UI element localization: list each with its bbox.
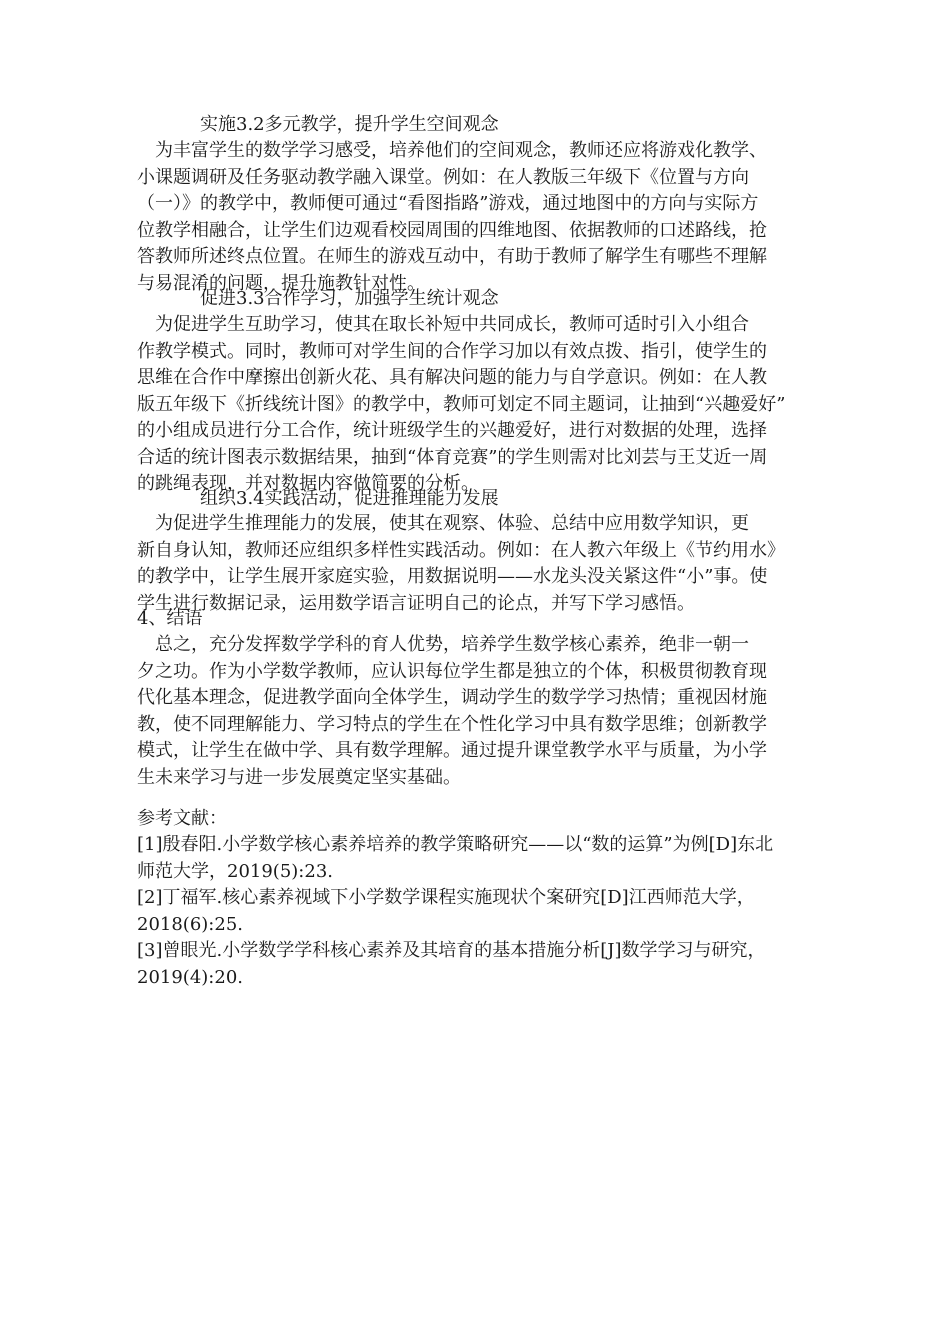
reference-line: 师范大学，2019(5):23. [137,860,333,882]
paragraph-line: 小课题调研及任务驱动教学融入课堂。例如：在人教版三年级下《位置与方向 [137,166,749,188]
reference-item-3 [137,938,827,991]
paragraph-line: 夕之功。作为小学数学教师，应认识每位学生都是独立的个体，积极贯彻教育现 [137,660,767,682]
reference-line: 2019(4):20. [137,966,243,988]
section-3-3-paragraph [137,312,827,498]
reference-line: 2018(6):25. [137,913,243,935]
paragraph-line: 版五年级下《折线统计图》的教学中，教师可划定不同主题词，让抽到“兴趣爱好” [137,393,786,415]
section-3-2-heading: 实施3.2多元教学，提升学生空间观念 [200,114,499,135]
section-3-3-heading: 促进3.3合作学习，加强学生统计观念 [200,288,499,309]
paragraph-line: 位教学相融合，让学生们边观看校园周围的四维地图、依据教师的口述路线，抢 [137,219,767,241]
paragraph-line: 作教学模式。同时，教师可对学生间的合作学习加以有效点拨、指引，使学生的 [137,340,767,362]
paragraph-line: 为丰富学生的数学学习感受，培养他们的空间观念，教师还应将游戏化教学、 [137,140,767,161]
reference-item-1 [137,832,827,885]
paragraph-line: 新自身认知，教师还应组织多样性实践活动。例如：在人教六年级上《节约用水》 [137,539,785,561]
paragraph-line: 答教师所述终点位置。在师生的游戏互动中，有助于教师了解学生有哪些不理解 [137,246,767,267]
reference-line: [3]曾眼光.小学数学学科核心素养及其培育的基本措施分析[J]数学学习与研究， [137,940,766,961]
section-4-paragraph [137,632,827,791]
paragraph-line: 合适的统计图表示数据结果，抽到“体育竞赛”的学生则需对比刘芸与王艾近一周 [137,446,768,468]
paragraph-line: 为促进学生互助学习，使其在取长补短中共同成长，教师可适时引入小组合 [137,314,749,335]
paragraph-line: 总之，充分发挥数学学科的育人优势，培养学生数学核心素养，绝非一朝一 [137,634,749,655]
paragraph-line: 学生进行数据记录，运用数学语言证明自己的论点，并写下学习感悟。 [137,592,695,614]
reference-line: [2]丁福军.核心素养视域下小学数学课程实施现状个案研究[D]江西师范大学， [137,887,755,908]
paragraph-line: 为促进学生推理能力的发展，使其在观察、体验、总结中应用数学知识，更 [137,513,749,534]
paragraph-line: 的小组成员进行分工合作，统计班级学生的兴趣爱好，进行对数据的处理，选择 [137,420,767,441]
paragraph-line: 教，使不同理解能力、学习特点的学生在个性化学习中具有数学思维；创新教学 [137,713,767,735]
reference-line: [1]殷春阳.小学数学核心素养培养的教学策略研究——以“数的运算”为例[D]东北 [137,834,774,855]
section-3-2-paragraph [137,138,827,297]
paragraph-line: 的教学中，让学生展开家庭实验，用数据说明——水龙头没关紧这件“小”事。使 [137,566,768,587]
paragraph-line: 生未来学习与进一步发展奠定坚实基础。 [137,766,461,788]
paragraph-line: 与易混淆的问题，提升施教针对性。 [137,272,425,294]
section-4-heading: 4、结语 [137,608,203,629]
paragraph-line: 的跳绳表现，并对数据内容做简要的分析。 [137,473,479,494]
section-3-4-paragraph [137,511,827,617]
paragraph-line: 思维在合作中摩擦出创新火花、具有解决问题的能力与自学意识。例如：在人教 [137,367,767,388]
reference-item-2 [137,885,827,938]
section-3-4-heading: 组织3.4实践活动，促进推理能力发展 [200,488,499,509]
references-heading: 参考文献： [137,808,227,829]
paragraph-line: （一）》的教学中，教师便可通过“看图指路”游戏，通过地图中的方向与实际方 [137,193,759,214]
paragraph-line: 代化基本理念，促进教学面向全体学生，调动学生的数学学习热情；重视因材施 [137,687,767,708]
paragraph-line: 模式，让学生在做中学、具有数学理解。通过提升课堂教学水平与质量，为小学 [137,740,767,761]
